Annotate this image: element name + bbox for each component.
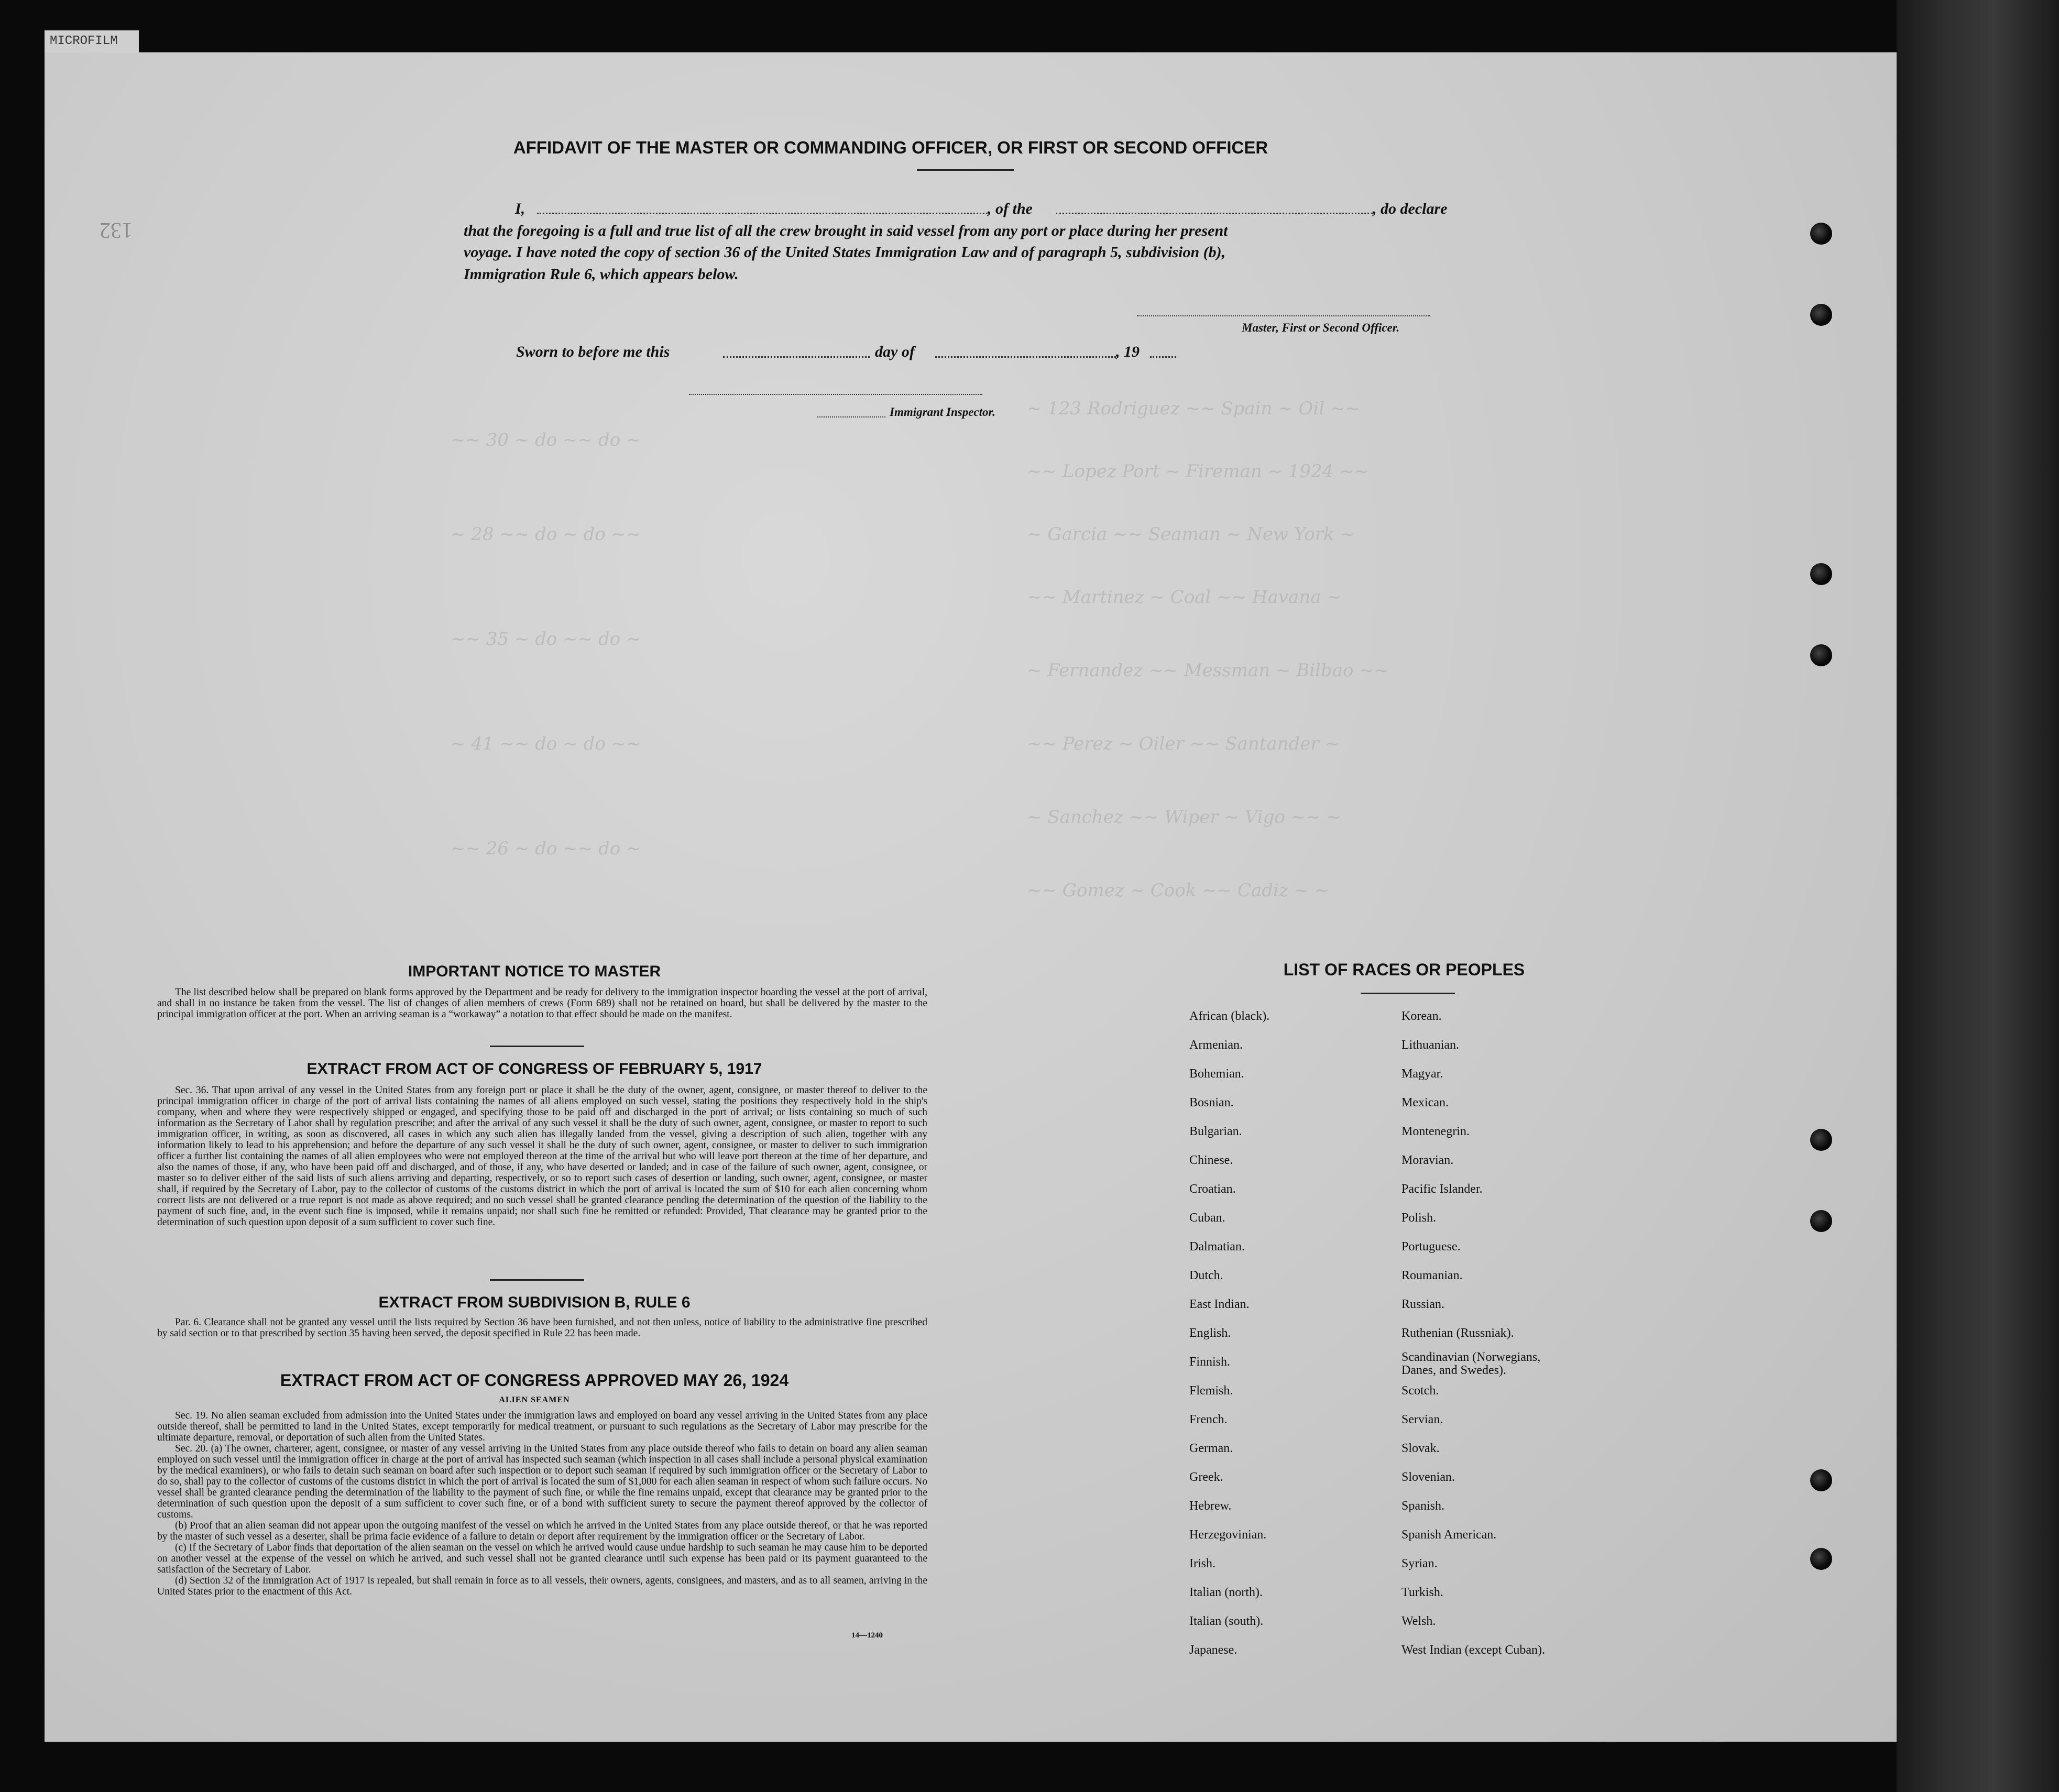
- year-label: , 19: [1116, 343, 1140, 360]
- race-item: Finnish.: [1189, 1355, 1231, 1369]
- race-item: German.: [1189, 1442, 1233, 1455]
- race-item: Slovak.: [1401, 1442, 1440, 1455]
- affidavit-line-2: that the foregoing is a full and true list of all the crew brought in said vessel from any port or place during her present: [464, 222, 1228, 239]
- extract-1924-sec-19: Sec. 19. No alien seaman excluded from admission into the United States under the immigration laws and employed on board any vessel arriving in the United States from any place outside thereof, shall be permitted to land in the United States, except temporarily for medical treatment, or pursuant to such regulations as the Secretary of Labor may prescribe for the ultimate departure, removal, or deportation of such alien from the United States.: [157, 1410, 927, 1443]
- title-rule: [917, 169, 1014, 171]
- race-item: Magyar.: [1401, 1067, 1443, 1081]
- race-item: Italian (north).: [1189, 1586, 1263, 1599]
- affidavit-i: I,: [515, 200, 525, 217]
- binder-hole: [1810, 563, 1832, 585]
- notice-paragraph: The list described below shall be prepared on blank forms approved by the Department and be ready for delivery to the immigration inspector boarding the vessel at the port of arrival, and shall in no instance be taken from the vessel. The list of changes of alien members of crews (Form 689) shall not be retained on board, but shall be delivered by the master to the principal immigration officer at the port. When an arriving seaman is a “workaway” a notation to that effect should be made on the manifest.: [157, 987, 927, 1020]
- section-rule: [490, 1279, 584, 1281]
- notice-title: IMPORTANT NOTICE TO MASTER: [408, 963, 661, 980]
- page-edge-shadow: [1897, 0, 2059, 1792]
- race-item: Pacific Islander.: [1401, 1182, 1483, 1196]
- affidavit-of-the: , of the: [988, 200, 1033, 217]
- alien-seamen-subtitle: ALIEN SEAMEN: [499, 1395, 570, 1404]
- race-item: Bosnian.: [1189, 1096, 1234, 1109]
- extract-rule-6-text: [157, 1317, 927, 1339]
- race-item: Dalmatian.: [1189, 1240, 1245, 1254]
- race-item: Cuban.: [1189, 1211, 1225, 1225]
- race-item: Japanese.: [1189, 1643, 1237, 1657]
- inspector-lead-line: [817, 416, 885, 417]
- binder-hole: [1810, 1129, 1832, 1151]
- form-code: 14—1240: [851, 1631, 883, 1640]
- race-item: Slovenian.: [1401, 1470, 1455, 1484]
- race-item: West Indian (except Cuban).: [1401, 1643, 1545, 1657]
- extract-rule-6-paragraph: Par. 6. Clearance shall not be granted any vessel until the lists required by Section 36 have been furnished, and not then unless, notice of liability to the administrative fine prescribed by said section or to that prescribed by section 35 having been served, the deposit specified in Rule 22 has been made.: [157, 1317, 927, 1339]
- race-item: Croatian.: [1189, 1182, 1236, 1196]
- bleed-through-text: ~ 28 ~~ do ~ do ~~: [451, 524, 641, 545]
- bleed-through-text: ~~ 35 ~ do ~~ do ~: [451, 629, 641, 650]
- sworn-year-field[interactable]: [1150, 356, 1176, 358]
- bleed-through-text: ~ 123 Rodriguez ~~ Spain ~ Oil ~~: [1027, 398, 1360, 419]
- affidavit-declare: , do declare: [1373, 200, 1448, 217]
- vessel-field[interactable]: [1056, 213, 1373, 214]
- race-item: French.: [1189, 1413, 1228, 1426]
- race-item: Welsh.: [1401, 1614, 1436, 1628]
- race-item: Ruthenian (Russniak).: [1401, 1326, 1514, 1340]
- bleed-through-text: ~ Sanchez ~~ Wiper ~ Vigo ~~ ~: [1027, 807, 1341, 828]
- race-item: Roumanian.: [1401, 1269, 1463, 1282]
- master-caption: Master, First or Second Officer.: [1242, 321, 1400, 334]
- race-item: Spanish American.: [1401, 1528, 1497, 1542]
- sworn-label: Sworn to before me this: [516, 343, 670, 360]
- extract-1917-paragraph: Sec. 36. That upon arrival of any vessel in the United States from any foreign port or place it shall be the duty of the owner, agent, consignee, or master thereof to deliver to the principal immigration officer in charge of the port of arrival lists containing the names of all aliens employed on such vessel, stating the positions they respectively hold in the ship's company, when and where they were respectively shipped or engaged, and specifying those to be paid off and discharged in the port of arrival; or lists containing so much of such information as the Secretary of Labor shall by regulation prescribe; and after the arrival of any such vessel it shall be the duty of such owner, agent, consignee, or master to report to such immigration officer, in writing, as soon as discovered, all cases in which any such alien has illegally landed from the vessel, giving a description of such alien, together with any information likely to lead to his apprehension; and before the departure of any such vessel it shall be the duty of such owner, agent, consignee, or master to deliver to such immigration officer a further list containing the names of all alien employees who were not employed thereon at the time of the arrival but who will leave port thereon at the time of her departure, and also the names of those, if any, who have been paid off and discharged, and of those, if any, who have deserted or landed; and in case of the failure of such owner, agent, consignee, or master so to deliver either of the said lists of such aliens arriving and departing, respectively, or so to report such cases of desertion or landing, such owner, agent, consignee, or master shall, if required by the Secretary of Labor, pay to the collector of customs of the customs district in which the port of arrival is located the sum of $10 for each alien concerning whom correct lists are not delivered or a true report is not made as above required; and no such vessel shall be granted clearance pending the determination of the question of the liability to the payment of such fine, and, in the event such fine is imposed, while it remains unpaid; nor shall such fine be remitted or refunded: Provided, That clearance may be granted prior to the determination of such question upon deposit of a sum sufficient to cover such fine.: [157, 1085, 927, 1228]
- race-item: Danes, and Swedes).: [1401, 1364, 1506, 1377]
- binder-hole: [1810, 1469, 1832, 1491]
- bleed-through-text: ~~ Martinez ~ Coal ~~ Havana ~: [1027, 587, 1342, 608]
- race-item: Polish.: [1401, 1211, 1437, 1225]
- race-item: Mexican.: [1401, 1096, 1449, 1109]
- race-item: Russian.: [1401, 1298, 1445, 1311]
- race-item: East Indian.: [1189, 1298, 1250, 1311]
- races-title: LIST OF RACES OR PEOPLES: [1283, 960, 1525, 979]
- race-item: Armenian.: [1189, 1038, 1243, 1052]
- race-item: Herzegovinian.: [1189, 1528, 1267, 1542]
- races-title-rule: [1361, 993, 1455, 994]
- page-number: 132: [100, 218, 133, 242]
- affidavit-line-3: voyage. I have noted the copy of section 36 of the United States Immigration Law and of paragraph 5, subdivision (b),: [464, 244, 1226, 261]
- race-item: Italian (south).: [1189, 1614, 1264, 1628]
- bleed-through-text: ~~ Perez ~ Oiler ~~ Santander ~: [1027, 733, 1340, 754]
- extract-1917-title: EXTRACT FROM ACT OF CONGRESS OF FEBRUARY 5, 1917: [306, 1060, 762, 1078]
- bleed-through-text: ~ Fernandez ~~ Messman ~ Bilbao ~~: [1027, 660, 1389, 681]
- bleed-through-text: ~~ Gomez ~ Cook ~~ Cadiz ~ ~: [1027, 880, 1330, 901]
- binder-hole: [1810, 644, 1832, 666]
- race-item: Irish.: [1189, 1557, 1215, 1570]
- extract-1924-text: [157, 1410, 927, 1597]
- bleed-through-text: ~ 41 ~~ do ~ do ~~: [451, 733, 641, 754]
- inspector-caption: Immigrant Inspector.: [890, 405, 995, 419]
- race-item: Bohemian.: [1189, 1067, 1244, 1081]
- race-item: Moravian.: [1401, 1153, 1454, 1167]
- race-item: Spanish.: [1401, 1499, 1445, 1513]
- extract-1924-sec-20a: Sec. 20. (a) The owner, charterer, agent, consignee, or master of any vessel arriving in the United States from any place outside thereof who fails to detain on board any alien seaman employed on such vessel until the immigration officer in charge at the port of arrival has inspected such seaman (which inspection in all cases shall include a personal physical examination by the medical examiners), or who fails to detain such seaman on board after such inspection or to deport such seaman if required by such immigration officer or the Secretary of Labor to do so, shall pay to the collector of customs of the customs district in which the port of arrival is located the sum of $1,000 for each alien seaman in respect of whom such failure occurs. No vessel shall be granted clearance pending the determination of the liability to the payment of such fine, or while the fine remains unpaid, except that clearance may be granted prior to the determination of such question upon the deposit of a sum sufficient to cover such fine, or of a bond with sufficient surety to secure the payment thereof approved by the collector of customs.: [157, 1443, 927, 1520]
- race-item: Servian.: [1401, 1413, 1443, 1426]
- extract-1924-sec-20c: (c) If the Secretary of Labor finds that deportation of the alien seaman on the vessel on which he arrived would cause undue hardship to such seaman he may cause him to be deported on another vessel at the expense of the vessel on which he arrived, and such vessel shall not be granted clearance until such expense has been paid or its payment guaranteed to the satisfaction of the Secretary of Labor.: [157, 1542, 927, 1575]
- race-item: Scotch.: [1401, 1384, 1439, 1398]
- race-item: Dutch.: [1189, 1269, 1223, 1282]
- binder-hole: [1810, 1548, 1832, 1570]
- race-item: Hebrew.: [1189, 1499, 1232, 1513]
- binder-hole: [1810, 304, 1832, 326]
- race-item: Bulgarian.: [1189, 1125, 1242, 1138]
- race-item: African (black).: [1189, 1009, 1270, 1023]
- race-item: Korean.: [1401, 1009, 1442, 1023]
- sworn-day-field[interactable]: [723, 356, 870, 358]
- affidavit-line-4: Immigration Rule 6, which appears below.: [464, 266, 739, 283]
- race-item: Turkish.: [1401, 1586, 1443, 1599]
- extract-1924-sec-20b: (b) Proof that an alien seaman did not appear upon the outgoing manifest of the vessel on which he arrived in the United States from any place outside thereof, or that he was reported by the master of such vessel as a deserter, shall be prima facie evidence of a failure to detain or deport after requirement by the immigration officer or the Secretary of Labor.: [157, 1520, 927, 1542]
- sworn-month-field[interactable]: [935, 356, 1116, 358]
- extract-1924-title: EXTRACT FROM ACT OF CONGRESS APPROVED MAY 26, 1924: [280, 1371, 789, 1390]
- inspector-signature-field[interactable]: [689, 394, 982, 395]
- race-item: Portuguese.: [1401, 1240, 1461, 1254]
- race-item: Flemish.: [1189, 1384, 1233, 1398]
- extract-1924-sec-20d: (d) Section 32 of the Immigration Act of 1917 is repealed, but shall remain in force as to all vessels, their owners, agents, consignees, and masters, and as to all seamen, arriving in the United States prior to the enactment of this Act.: [157, 1575, 927, 1597]
- name-field[interactable]: [537, 213, 988, 214]
- race-item: Chinese.: [1189, 1153, 1233, 1167]
- bleed-through-text: ~ Garcia ~~ Seaman ~ New York ~: [1027, 524, 1355, 545]
- race-item: Greek.: [1189, 1470, 1223, 1484]
- bleed-through-text: ~~ 26 ~ do ~~ do ~: [451, 838, 641, 859]
- bleed-through-text: ~~ 30 ~ do ~~ do ~: [451, 430, 641, 450]
- bleed-through-text: ~~ Lopez Port ~ Fireman ~ 1924 ~~: [1027, 461, 1370, 482]
- extract-rule-6-title: EXTRACT FROM SUBDIVISION B, RULE 6: [378, 1294, 691, 1311]
- race-item: Montenegrin.: [1401, 1125, 1470, 1138]
- section-rule: [490, 1046, 584, 1047]
- master-signature-field[interactable]: [1137, 315, 1430, 316]
- binder-hole: [1810, 1210, 1832, 1232]
- race-item: Syrian.: [1401, 1557, 1438, 1570]
- day-of-label: day of: [875, 343, 915, 360]
- binder-hole: [1810, 223, 1832, 245]
- affidavit-title: AFFIDAVIT OF THE MASTER OR COMMANDING OFFICER, OR FIRST OR SECOND OFFICER: [513, 138, 1268, 157]
- corner-tag: MICROFILM: [45, 30, 139, 52]
- notice-text: [157, 987, 927, 1020]
- race-item: English.: [1189, 1326, 1231, 1340]
- race-item: Lithuanian.: [1401, 1038, 1459, 1052]
- race-item: Scandinavian (Norwegians,: [1401, 1350, 1541, 1364]
- extract-1917-text: [157, 1085, 927, 1228]
